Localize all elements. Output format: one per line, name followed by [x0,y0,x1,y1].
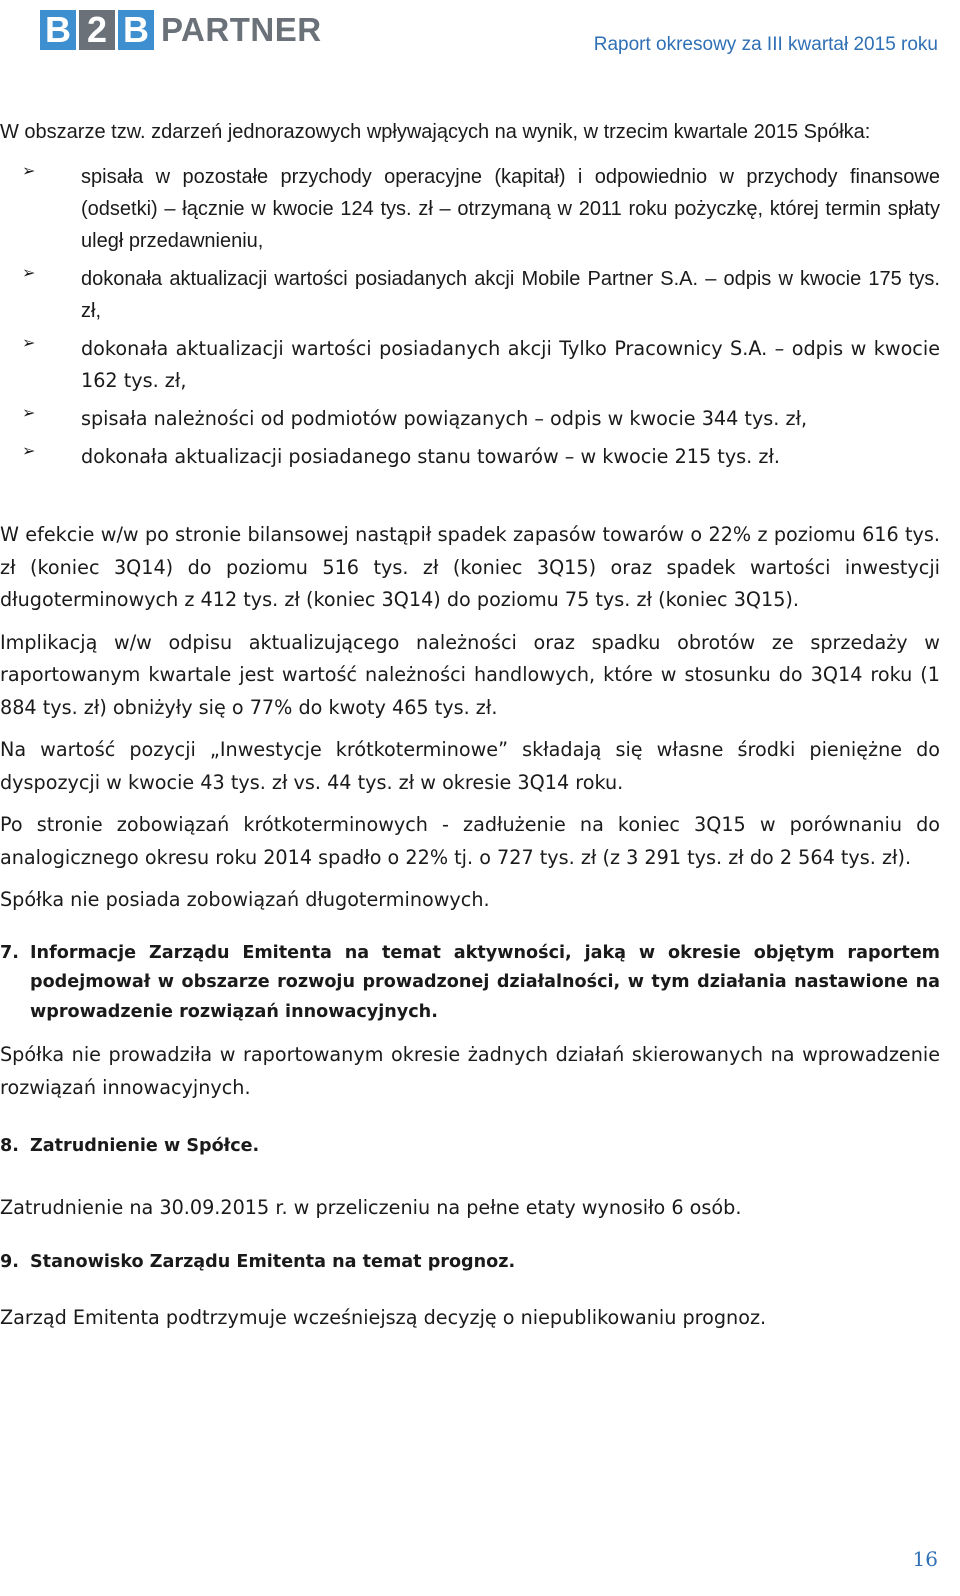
list-item [0,441,940,473]
section-9-heading [0,1248,940,1278]
logo-letter-b2: B [118,10,154,50]
list-item [0,263,940,327]
list-item [0,403,940,435]
paragraph-balance: W efekcie w/w po stronie bilansowej nastąpił spadek zapasów towarów o 22% z poziomu 616 tys. zł (koniec 3Q14) do poziomu 516 tys. zł (koniec 3Q15) oraz spadek wartości inwestycji długoterminowych z 412 tys. zł (koniec 3Q14) do poziomu 75 tys. zł (koniec 3Q15). [0,523,940,611]
section-8-text: Zatrudnienie na 30.09.2015 r. w przeliczeniu na pełne etaty wynosiło 6 osób. [0,1195,742,1219]
list-item [0,333,940,397]
list-item [0,161,940,257]
section-title: Informacje Zarządu Emitenta na temat aktywności, jaką w okresie objętym raportem podejmował w obszarze rozwoju prowadzonej działalności, w tym działania nastawione na wprowadzenie rozwiązań innowacyjnych. [30,942,940,1022]
list-item-text: dokonała aktualizacji wartości posiadanych akcji Tylko Pracownicy S.A. – odpis w kwocie 162 tys. zł, [81,337,940,392]
arrow-bullet-icon: ➢ [22,333,36,352]
paragraph-long-term: Spółka nie posiada zobowiązań długoterminowych. [0,888,490,911]
page-number: 16 [912,1547,938,1571]
arrow-bullet-icon: ➢ [22,441,36,460]
paragraph-liabilities: Po stronie zobowiązań krótkoterminowych - zadłużenie na koniec 3Q15 w porównaniu do analogicznego okresu roku 2014 spadło o 22% tj. o 727 tys. zł (z 3 291 tys. zł do 2 564 tys. zł). [0,813,940,869]
report-title: Raport okresowy za III kwartał 2015 roku [593,34,938,55]
section-9-text: Zarząd Emitenta podtrzymuje wcześniejszą decyzję o niepublikowaniu prognoz. [0,1305,767,1329]
section-8-heading [0,1132,940,1162]
logo-letter-b1: B [40,10,76,50]
intro-paragraph: W obszarze tzw. zdarzeń jednorazowych wpływających na wynik, w trzecim kwartale 2015 Spółka: [0,121,871,143]
arrow-bullet-icon: ➢ [22,403,36,422]
section-7-heading [0,939,940,1028]
section-title: Zatrudnienie w Spółce. [30,1136,260,1156]
section-number: 7. [0,942,19,963]
page-content [0,116,940,1334]
list-item-text: spisała w pozostałe przychody operacyjne (kapitał) i odpowiednio w przychody finansowe (odsetki) – łącznie w kwocie 124 tys. zł – otrzymaną w 2011 roku pożyczkę, której termin spłaty uległ przedawnieniu, [81,166,940,252]
section-number: 9. [0,1252,19,1272]
events-list [0,161,940,473]
section-number: 8. [0,1136,19,1156]
logo-digit-2: 2 [79,10,115,50]
paragraph-investments: Na wartość pozycji „Inwestycje krótkoterminowe” składają się własne środki pieniężne do dyspozycji w kwocie 43 tys. zł vs. 44 tys. zł w okresie 3Q14 roku. [0,738,940,794]
logo-word: PARTNER [161,11,322,48]
arrow-bullet-icon: ➢ [22,161,36,180]
b2b-partner-logo [40,8,322,52]
arrow-bullet-icon: ➢ [22,263,36,282]
list-item-text: dokonała aktualizacji wartości posiadanych akcji Mobile Partner S.A. – odpis w kwocie 175 tys. zł, [81,268,940,322]
list-item-text: spisała należności od podmiotów powiązanych – odpis w kwocie 344 tys. zł, [81,407,808,430]
list-item-text: dokonała aktualizacji posiadanego stanu towarów – w kwocie 215 tys. zł. [81,445,780,468]
section-title: Stanowisko Zarządu Emitenta na temat prognoz. [30,1252,516,1272]
section-7-text: Spółka nie prowadziła w raportowanym okresie żadnych działań skierowanych na wprowadzenie rozwiązań innowacyjnych. [0,1043,940,1099]
paragraph-receivables: Implikacją w/w odpisu aktualizującego należności oraz spadku obrotów ze sprzedaży w raportowanym kwartale jest wartość należności handlowych, które w stosunku do 3Q14 roku (1 884 tys. zł) obniżyły się o 77% do kwoty 465 tys. zł. [0,630,940,719]
